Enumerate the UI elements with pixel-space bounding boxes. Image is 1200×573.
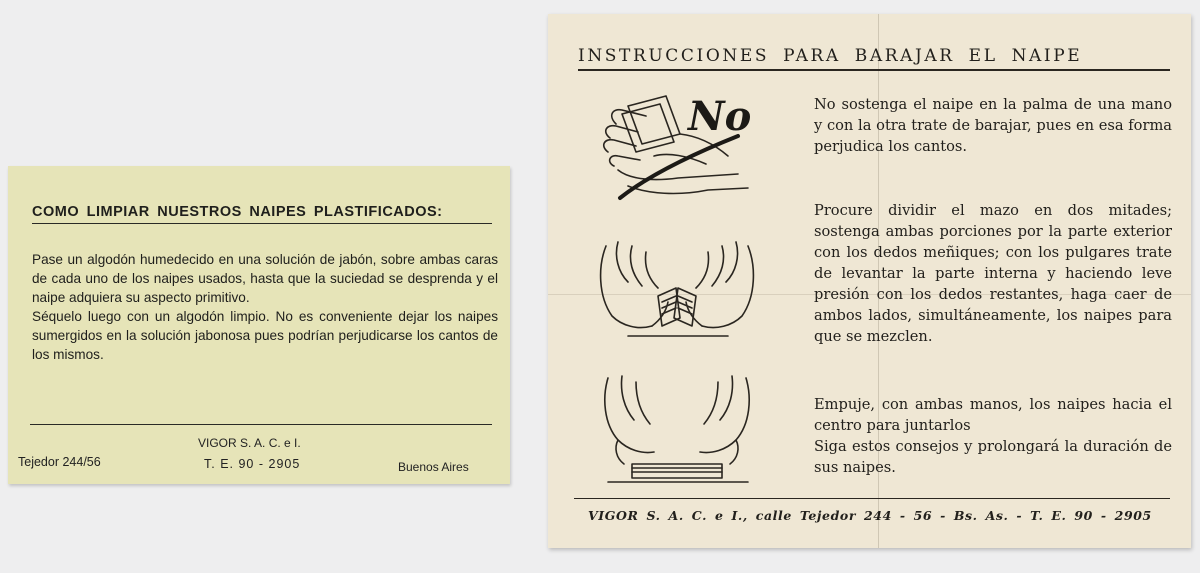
- cleaning-paragraph-2: Séquelo luego con un algodón limpio. No es conveniente dejar los naipes sumergidos en la solución jabonosa pues podrían perjudicarse los cantos de los mismos.: [32, 309, 498, 362]
- hands-riffle-illustration: [588, 226, 768, 346]
- cleaning-paragraph-1: Pase un algodón humedecido en una solución de jabón, sobre ambas caras de cada uno de los naipes usados, hasta que la suciedad se desprenda y el naipe adquiera su aspecto primitivo.: [32, 252, 498, 305]
- hands-bridge-illustration: [588, 368, 768, 488]
- shuffling-paragraph-1: No sostenga el naipe en la palma de una mano y con la otra trate de barajar, pues en esa forma perjudica los cantos.: [814, 96, 1172, 155]
- cleaning-title: COMO LIMPIAR NUESTROS NAIPES PLASTIFICADOS:: [32, 204, 492, 224]
- left-footer-city: Buenos Aires: [398, 460, 469, 474]
- shuffling-paragraph-3b: Siga estos consejos y prolongará la duración de sus naipes.: [814, 438, 1172, 476]
- shuffling-paragraph-3: [814, 394, 1172, 478]
- hand-shuffling-wrong-illustration: [588, 86, 768, 206]
- shuffling-paragraph-2: Procure dividir el mazo en dos mitades; sostenga ambas porciones por la parte exterior con los dedos meñiques; con los pulgares trate de levantar la parte interna y haciendo leve presión con los dedos restantes, haga caer de ambos lados, simultáneamente, los naipes para que se mezclen.: [814, 202, 1172, 345]
- cleaning-instructions-card: [8, 166, 510, 484]
- right-footer: VIGOR S. A. C. e I., calle Tejedor 244 - 56 - Bs. As. - T. E. 90 - 2905: [588, 508, 1152, 523]
- left-footer-company: VIGOR S. A. C. e I.: [198, 436, 301, 450]
- left-footer-phone: T. E. 90 - 2905: [204, 457, 301, 471]
- illustration-no-label: No: [688, 93, 752, 140]
- right-divider: [574, 498, 1170, 499]
- left-divider: [30, 424, 492, 425]
- left-footer-street: Tejedor 244/56: [18, 455, 101, 469]
- shuffling-paragraph-3a: Empuje, con ambas manos, los naipes hacia el centro para juntarlos: [814, 396, 1172, 434]
- cleaning-body: [32, 250, 498, 364]
- shuffling-title: INSTRUCCIONES PARA BARAJAR EL NAIPE: [578, 46, 1170, 71]
- shuffling-instructions-sheet: [548, 14, 1191, 548]
